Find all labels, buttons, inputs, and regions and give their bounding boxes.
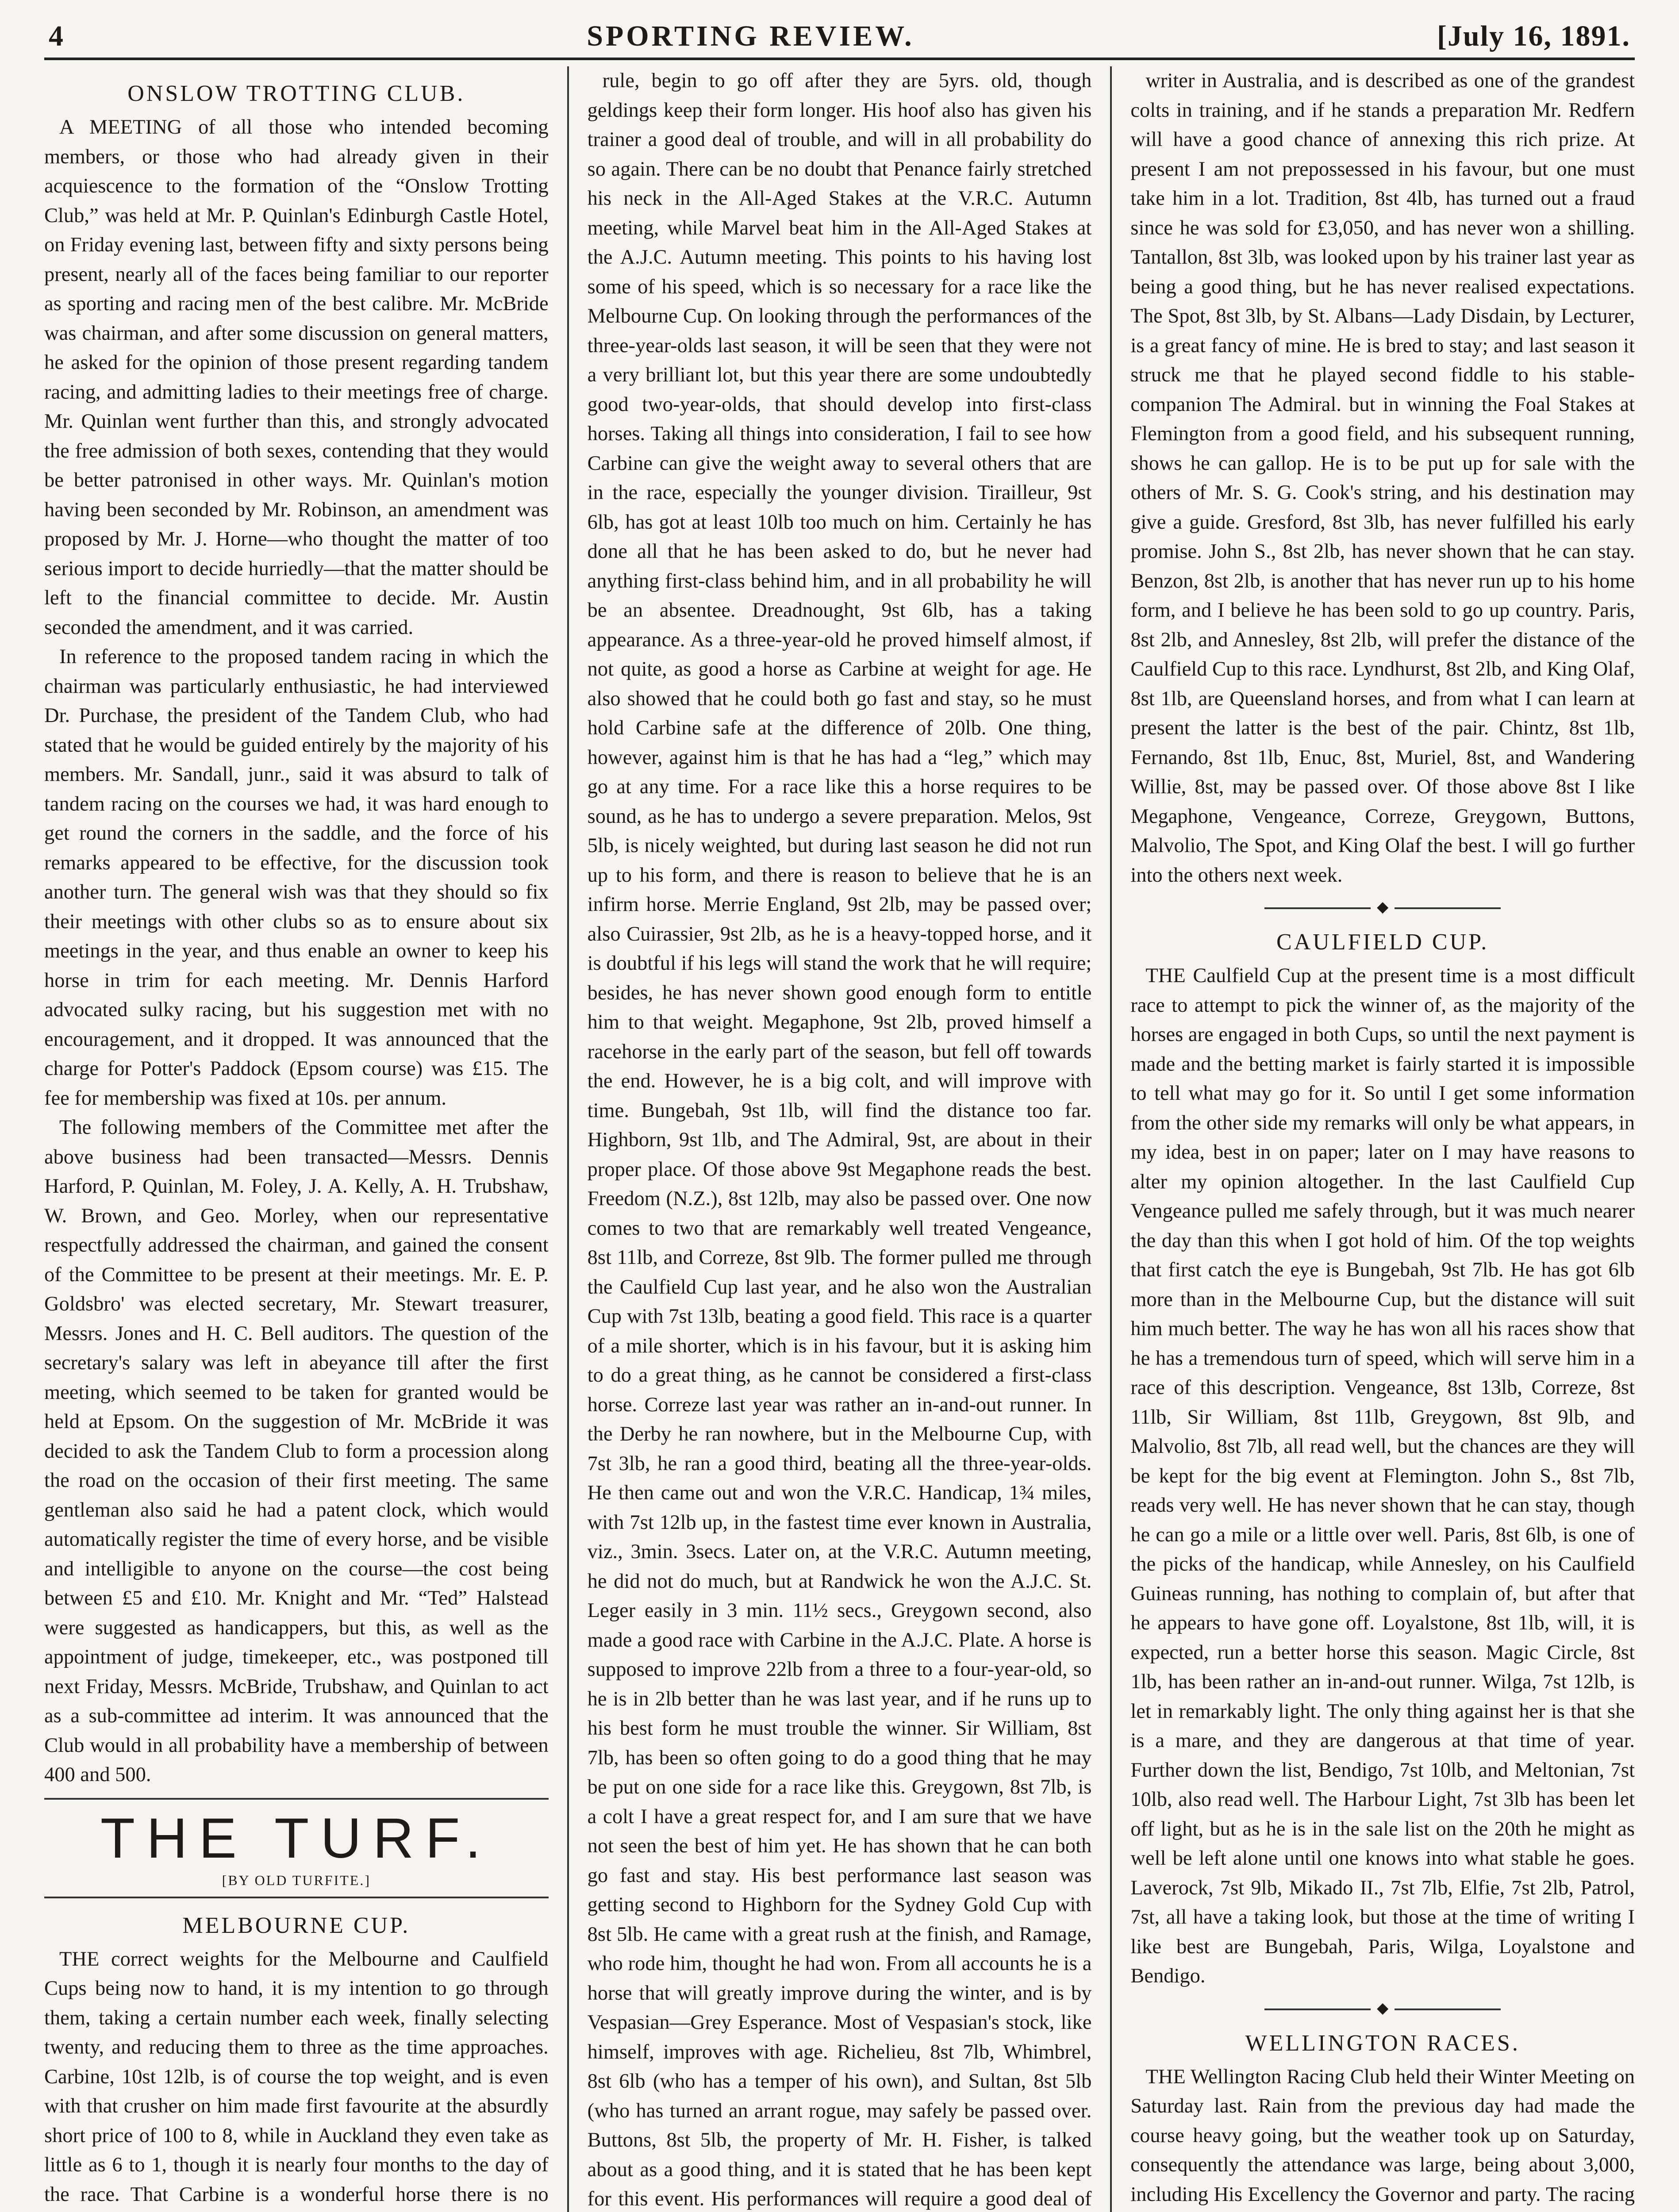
issue-date: [July 16, 1891.	[1437, 20, 1630, 52]
turf-heading: THE TURF.	[100, 1806, 492, 1870]
caulfield-cup-heading: CAULFIELD CUP.	[1276, 929, 1489, 955]
ornament-divider: ◆	[1130, 900, 1635, 915]
column-1	[44, 66, 567, 2212]
onslow-paragraph-3: The following members of the Committee met after the above business had been transacted—Messrs. Dennis Harford, P. Quinlan, M. Foley, J. A. Kelly, A. H. Trubshaw, W. Brown, and Geo. Morley, when our representative respectfully addressed the chairman, and gained the consent of the Committee to be present at their meetings. Mr. E. P. Goldsbro' was elected secretary, Mr. Stewart treasurer, Messrs. Jones and H. C. Bell auditors. The question of the secretary's salary was left in abeyance till after the first meeting, which seemed to be taken for granted would be held at Epsom. On the suggestion of Mr. McBride it was decided to ask the Tandem Club to form a procession along the road on the occasion of their first meeting. The same gentleman also said he had a patent clock, which would automatically register the time of every horse, and be visible and intelligible to anyone on the course—the cost being between £5 and £10. Mr. Knight and Mr. “Ted” Halstead were suggested as handicappers, but this, as well as the appointment of judge, timekeeper, etc., was postponed till next Friday, Messrs. McBride, Trubshaw, and Quinlan to act as a sub-committee ad interim. It was announced that the Club would in all probability have a membership of between 400 and 500.	[44, 1116, 549, 1786]
column-3	[1110, 66, 1635, 2212]
wellington-races-heading: WELLINGTON RACES.	[1245, 2030, 1520, 2056]
melbourne-continued-paragraph: rule, begin to go off after they are 5yrs. old, though geldings keep their form longer. His hoof also has given his trainer a good deal of trouble, and will in all probability do so again. There can be no doubt that Penance fairly stretched his neck in the All-Aged Stakes at the V.R.C. Autumn meeting, while Marvel beat him in the All-Aged Stakes at the A.J.C. Autumn meeting. This points to his having lost some of his speed, which is so necessary for a race like the Melbourne Cup. On looking through the performances of the three-year-olds last season, it will be seen that they were not a very brilliant lot, but this year there are some undoubtedly good two-year-olds, that should develop into first-class horses. Taking all things into consideration, I fail to see how Carbine can give the weight away to several others that are in the race, especially the younger division. Tirailleur, 9st 6lb, has got at least 10lb too much on him. Certainly he has done all that he has been asked to do, but he never had anything first-class behind him, and in all probability he will be an absentee. Dreadnought, 9st 6lb, has a taking appearance. As a three-year-old he proved himself almost, if not quite, as good a horse as Carbine at weight for age. He also showed that he could both go fast and stay, so he must hold Carbine safe at the difference of 20lb. One thing, however, against him is that he has had a “leg,” which may go at any time. For a race like this a horse requires to be sound, as he has to undergo a severe preparation. Melos, 9st 5lb, is nicely weighted, but during last season he did not run up to his form, and there is reason to believe that he is an infirm horse. Merrie England, 9st 2lb, may be passed over; also Cuirassier, 9st 2lb, as he is a heavy-topped horse, and it is doubtful if his legs will stand the work that he will require; besides, he has never shown good enough form to entitle him to that weight. Megaphone, 9st 2lb, proved himself a racehorse in the early part of the season, but fell off towards the end. However, he is a big colt, and will improve with time. Bungebah, 9st 1lb, will find the distance too far. Highborn, 9st 1lb, and The Admiral, 9st, are about in their proper place. Of those above 9st Megaphone reads the best. Freedom (N.Z.), 8st 12lb, may also be passed over. One now comes to two that are remarkably well treated Vengeance, 8st 11lb, and Correze, 8st 9lb. The former pulled me through the Caulfield Cup last year, and he also won the Australian Cup with 7st 13lb, beating a good field. This race is a quarter of a mile shorter, which is in his favour, but it is asking him to do a great thing, as he cannot be considered a first-class horse. Correze last year was rather an in-and-out runner. In the Derby he ran nowhere, but in the Melbourne Cup, with 7st 3lb, he ran a good third, beating all the three-year-olds. He then came out and won the V.R.C. Handicap, 1¾ miles, with 7st 12lb up, in the fastest time ever known in Australia, viz., 3min. 3secs. Later on, at the V.R.C. Autumn meeting, he did not do much, but at Randwick he won the A.J.C. St. Leger easily in 3 min. 11½ secs., Greygown second, also made a good race with Carbine in the A.J.C. Plate. A horse is supposed to improve 22lb from a three to a four-year-old, so he is in 2lb better than he was last year, and if he runs up to his best form he must trouble the winner. Sir William, 8st 7lb, has been so often going to do a good thing that he may be put on one side for a race like this. Greygown, 8st 7lb, is a colt I have a great respect for, and I am sure that we have not seen the best of him yet. He has shown that he can both go fast and stay. His best performance last season was getting second to Highborn for the Sydney Gold Cup with 8st 5lb. He came with a great rush at the finish, and Ramage, who rode him, thought he had won. From all accounts he is a horse that will greatly improve during the winter, and is by Vespasian—Grey Esperance. Most of Vespasian's stock, like himself, improves with age. Richelieu, 8st 7lb, Whimbrel, 8st 6lb (who has a temper of his own), and Sultan, 8st 5lb (who has turned an arrant rogue, may safely be passed over. Buttons, 8st 5lb, the property of Mr. H. Fisher, is talked about as a good thing, and it is stated that he has been kept for this event. His performances will require a good deal of	[587, 69, 1092, 2210]
section-divider	[44, 1798, 549, 1800]
melbourne-cup-heading: MELBOURNE CUP.	[182, 1912, 411, 1938]
melbourne-paragraph-1: THE correct weights for the Melbourne and Caulfield Cups being now to hand, it is my intention to go through them, taking a certain number each week, finally selecting twenty, and reducing them to three as the time approaches. Carbine, 10st 12lb, is of course the top weight, and is even with that crusher on him made first favourite at the absurdly short price of 100 to 8, while in Auckland they even take as little as 6 to 1, though it is nearly four months to the day of the race. That Carbine is a wonderful horse there is no	[44, 1947, 549, 2206]
section-divider	[44, 1897, 549, 1898]
publication-title: SPORTING REVIEW.	[587, 20, 914, 52]
onslow-paragraph-1: A MEETING of all those who intended becoming members, or those who had already given in their acquiescence to the formation of the “Onslow Trotting Club,” was held at Mr. P. Quinlan's Edinburgh Castle Hotel, on Friday evening last, between fifty and sixty persons being present, nearly all of the faces being familiar to our reporter as sporting and racing men of the best calibre. Mr. McBride was chairman, and after some discussion on general matters, he asked for the opinion of those present regarding tandem racing, and admitting ladies to their meetings free of charge. Mr. Quinlan went further than this, and strongly advocated the free admission of both sexes, contending that they would be better patronised in other ways. Mr. Quinlan's motion having been seconded by Mr. Robinson, an amendment was proposed by Mr. J. Horne—who thought the matter of too serious import to decide hurriedly—that the matter should be left to the financial committee to decide. Mr. Austin seconded the amendment, and it was carried.	[44, 116, 549, 639]
wellington-paragraph: THE Wellington Racing Club held their Winter Meeting on Saturday last. Rain from the previous day had made the course heavy going, but the weather took up on Saturday, consequently the attendance was large, being about 3,000, including His Excellency the Governor and party. The racing	[1130, 2065, 1635, 2206]
onslow-heading: ONSLOW TROTTING CLUB.	[127, 81, 465, 106]
ornament-divider: ◆	[1130, 2001, 1635, 2016]
masthead	[44, 9, 1635, 60]
column-2	[567, 66, 1110, 2212]
caulfield-paragraph: THE Caulfield Cup at the present time is a most difficult race to attempt to pick the winner of, as the majority of the horses are engaged in both Cups, so until the next payment is made and the betting market is fairly started it is impossible to tell what may go for it. So until I get some information from the other side my remarks will only be what appears, in my idea, best in on paper; later on I may have reasons to alter my opinion altogether. In the last Caulfield Cup Vengeance pulled me safely through, but it was much nearer the day than this when I got hold of him. Of the top weights that first catch the eye is Bungebah, 9st 7lb. He has got 6lb more than in the Melbourne Cup, but the distance will suit him much better. The way he has won all his races show that he has a tremendous turn of speed, which will serve him in a race of this description. Vengeance, 8st 13lb, Correze, 8st 11lb, Sir William, 8st 11lb, Greygown, 8st 9lb, and Malvolio, 8st 7lb, all read well, but the chances are they will be kept for the big event at Flemington. John S., 8st 7lb, reads very well. He has never shown that he can stay, though he can go a mile or a little over well. Paris, 8st 6lb, is one of the picks of the handicap, while Annesley, on his Caulfield Guineas running, has nothing to complain of, but after that he appears to have gone off. Loyalstone, 8st 1lb, will, it is expected, run a better horse this season. Magic Circle, 8st 1lb, has been rather an in-and-out runner. Wilga, 7st 12lb, is let in remarkably light. The only thing against her is that she is a mare, and they are dangerous at that time of year. Further down the list, Bendigo, 7st 10lb, and Meltonian, 7st 10lb, also read well. The Harbour Light, 7st 3lb has been let off light, but as he is in the sale list on the 20th he might as well be left alone until one knows into what stable he goes. Laverock, 7st 9lb, Mikado II., 7st 7lb, Elfie, 7st 2lb, Patrol, 7st, all have a taking look, but those at the time of writing I like best are Bungebah, Paris, Wilga, Loyalstone and Bendigo.	[1130, 964, 1635, 1987]
melbourne-final-paragraph: writer in Australia, and is described as one of the grandest colts in training, and if he stands a preparation Mr. Redfern will have a good chance of annexing this rich prize. At present I am not prepossessed in his favour, but one must take him in a lot. Tradition, 8st 4lb, has turned out a fraud since he was sold for £3,050, and has never won a shilling. Tantallon, 8st 3lb, was looked upon by his trainer last year as being a good thing, but he has never realised expectations. The Spot, 8st 3lb, by St. Albans—Lady Disdain, by Lecturer, is a great fancy of mine. He is bred to stay; and last season it struck me that he played second fiddle to his stable-companion The Admiral. but in winning the Foal Stakes at Flemington from a good field, and his subsequent running, shows he can gallop. He is to be put up for sale with the others of Mr. S. G. Cook's string, and his destination may give a guide. Gresford, 8st 3lb, has never fulfilled his early promise. John S., 8st 2lb, has never shown that he can stay. Benzon, 8st 2lb, is another that has never run up to his home form, and I believe he has been sold to go up country. Paris, 8st 2lb, and Annesley, 8st 2lb, will prefer the distance of the Caulfield Cup to this race. Lyndhurst, 8st 2lb, and King Olaf, 8st 1lb, are Queensland horses, and from what I can learn at present the latter is the best of the pair. Chintz, 8st 1lb, Fernando, 8st 1lb, Enuc, 8st, Muriel, 8st, and Wandering Willie, 8st, may be passed over. Of those above 8st I like Megaphone, Vengeance, Correze, Greygown, Buttons, Malvolio, The Spot, and King Olaf the best. I will go further into the others next week.	[1130, 69, 1635, 887]
turf-byline: [BY OLD TURFITE.]	[222, 1872, 371, 1888]
article-columns	[44, 66, 1635, 2212]
onslow-paragraph-2: In reference to the proposed tandem racing in which the chairman was particularly enthusiastic, he had interviewed Dr. Purchase, the president of the Tandem Club, who had stated that he would be guided entirely by the majority of his members. Mr. Sandall, junr., said it was absurd to talk of tandem racing on the courses we had, it was hard enough to get round the corners in the saddle, and the force of his remarks appeared to be effective, for the discussion took another turn. The general wish was that they should so fix their meetings with other clubs so as to ensure about six meetings in the year, and thus enable an owner to keep his horse in trim for each meeting. Mr. Dennis Harford advocated sulky racing, but his suggestion met with no encouragement, and it dropped. It was announced that the charge for Potter's Paddock (Epsom course) was £15. The fee for membership was fixed at 10s. per annum.	[44, 645, 549, 1110]
page-number: 4	[49, 20, 64, 52]
